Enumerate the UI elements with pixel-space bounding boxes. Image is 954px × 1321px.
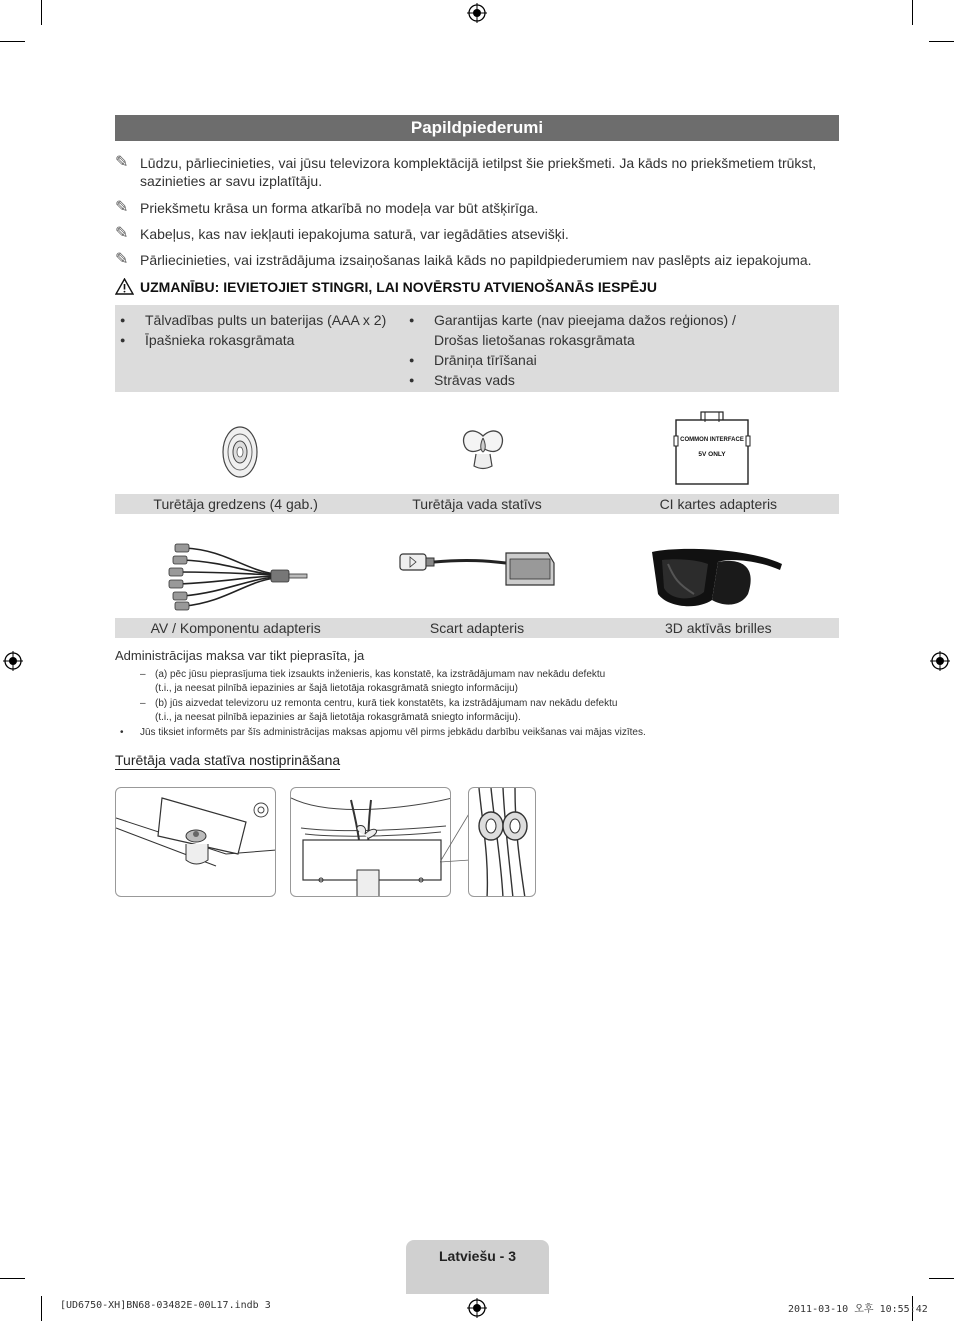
install-figure-3-zoom [468,787,536,897]
captions-row-1 [115,494,839,514]
scart-adapter-image [398,545,556,591]
registration-mark-right-icon [930,651,950,671]
admin-fee-intro: Administrācijas maksa var tikt pieprasīta, ja [115,648,365,663]
pencil-note-icon: ✎ [115,225,129,242]
registration-mark-top-icon [467,3,487,23]
list-item: ● Strāvas vads [404,370,736,390]
pencil-note-icon: ✎ [115,251,129,268]
ci-card-adapter-image [673,410,751,486]
holder-ring-image [219,424,261,480]
registration-mark-bottom-icon [467,1298,487,1318]
caption-ci-adapter: CI kartes adapteris [659,496,778,512]
av-component-adapter-image [165,540,310,612]
list-item: ● Tālvadības pults un baterijas (AAA x 2) [115,310,386,330]
install-figure-1 [115,787,276,897]
captions-row-2 [115,618,839,638]
note-4: ✎ Pārliecinieties, vai izstrādājuma izsaiņošanas laikā kāds no papildpiederumiem nav paslēpts aiz iepakojuma. [115,251,812,268]
footer-timestamp: 2011-03-10 오후 10:55:42 [788,1304,928,1315]
caption-av-adapter: AV / Komponentu adapteris [150,620,321,636]
page-number-tab [406,1240,549,1294]
list-item-continuation: Drošas lietošanas rokasgrāmata [434,332,635,348]
cable-holder-stand-image [458,426,508,472]
ci-label-line2: 5V ONLY [698,451,726,458]
3d-active-glasses-image [648,544,786,610]
list-item: ● Īpašnieka rokasgrāmata [115,330,386,350]
accessories-right-list [404,310,736,390]
caption-holder-ring: Turētāja gredzens (4 gab.) [153,496,318,512]
caption-scart-adapter: Scart adapteris [429,620,525,636]
page-label: Latviešu - 3 [438,1248,517,1264]
pencil-note-icon: ✎ [115,199,129,216]
list-item: ● Garantijas karte (nav pieejama dažos reģionos) / [404,310,736,330]
caution-line: UZMANĪBU: IEVIETOJIET STINGRI, LAI NOVĒRSTU ATVIENOŠANĀS IESPĒJU [115,278,845,295]
install-figure-2 [290,787,451,897]
list-item: ● Drāniņa tīrīšanai [404,350,736,370]
note-3: ✎ Kabeļus, kas nav iekļauti iepakojuma saturā, var iegādāties atsevišķi. [115,225,569,242]
registration-mark-left-icon [3,651,23,671]
note-2: ✎ Priekšmetu krāsa un forma atkarībā no modeļa var būt atšķirīga. [115,199,539,216]
caption-3d-glasses: 3D aktīvās brilles [665,620,772,636]
pencil-note-icon: ✎ [115,154,129,171]
warning-triangle-icon [115,278,134,295]
section-title: Papildpiederumi [115,115,839,141]
caption-cable-holder: Turētāja vada statīvs [412,496,542,512]
ci-label-line1: COMMON INTERFACE [680,437,744,443]
accessories-left-list [115,310,386,350]
footer-file-info: [UD6750-XH]BN68-03482E-00L17.indb 3 [60,1300,271,1311]
cable-holder-subheading: Turētāja vada statīva nostiprināšana [115,752,341,768]
accessories-list-box [115,305,839,392]
note-1: ✎ Lūdzu, pārliecinieties, vai jūsu televizora komplektācijā ietilpst šie priekšmeti. Ja kāds no priekšmetiem trūkst, sazinieties ar savu izplatītāju. [115,154,817,189]
